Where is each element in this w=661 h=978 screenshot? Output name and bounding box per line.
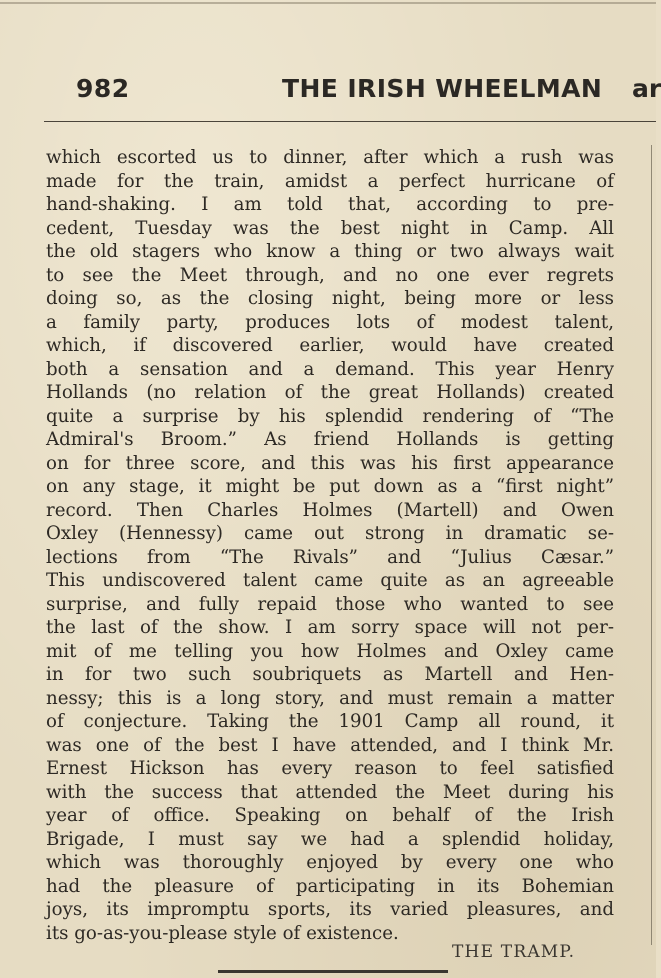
article-line: which was thoroughly enjoyed by every one who: [46, 852, 614, 873]
bottom-rule: [218, 970, 448, 973]
article-line: with the success that attended the Meet during his: [46, 781, 614, 803]
article-line: a family party, produces lots of modest talent,: [46, 311, 614, 333]
article-line: This undiscovered talent came quite as an agreeable: [46, 570, 614, 591]
column-rule: [651, 145, 652, 945]
article-line: which escorted us to dinner, after which a rush was: [46, 147, 614, 168]
article-line: of conjecture. Taking the 1901 Camp all round, it: [46, 711, 614, 732]
article-line: Ernest Hickson has every reason to feel satisfied: [46, 758, 614, 779]
article-line: quite a surprise by his splendid rendering of “The: [46, 405, 614, 427]
article-line: nessy; this is a long story, and must remain a matter: [46, 687, 614, 709]
article-line: in for two such soubriquets as Martell and Hen-: [46, 664, 614, 685]
article-line: surprise, and fully repaid those who wanted to see: [46, 593, 614, 615]
article-line: joys, its impromptu sports, its varied pleasures, and: [46, 899, 614, 920]
article-line: on any stage, it might be put down as a “first night”: [46, 476, 614, 497]
article-line: Hollands (no relation of the great Hollands) created: [46, 382, 614, 403]
article-line: lections from “The Rivals” and “Julius Cæsar.”: [46, 546, 614, 568]
article-line: mit of me telling you how Holmes and Oxley came: [46, 640, 614, 662]
masthead-cut-text: ar: [632, 74, 661, 103]
article-line: cedent, Tuesday was the best night in Camp. All: [46, 217, 614, 239]
page-number: 982: [76, 74, 130, 103]
article-line: Admiral's Broom.” As friend Hollands is getting: [46, 429, 614, 450]
article-body: [46, 146, 614, 945]
article-line: had the pleasure of participating in its Bohemian: [46, 875, 614, 897]
article-line: to see the Meet through, and no one ever regrets: [46, 264, 614, 286]
masthead-title: THE IRISH WHEELMAN: [282, 74, 603, 103]
article-line: hand-shaking. I am told that, according to pre-: [46, 194, 614, 215]
article-line: the last of the show. I am sorry space will not per-: [46, 617, 614, 638]
article-line: Oxley (Hennessy) came out strong in dramatic se-: [46, 523, 614, 544]
article-line: both a sensation and a demand. This year Henry: [46, 358, 614, 380]
header-rule: [44, 121, 656, 122]
top-edge-rule: [0, 2, 656, 4]
article-line: record. Then Charles Holmes (Martell) and Owen: [46, 499, 614, 521]
article-line: year of office. Speaking on behalf of the Irish: [46, 805, 614, 826]
article-line: on for three score, and this was his first appearance: [46, 452, 614, 474]
article-line: made for the train, amidst a perfect hurricane of: [46, 170, 614, 192]
article-line: was one of the best I have attended, and I think Mr.: [46, 734, 614, 756]
article-line: the old stagers who know a thing or two always wait: [46, 241, 614, 262]
article-line: doing so, as the closing night, being more or less: [46, 288, 614, 309]
article-signature: THE TRAMP.: [452, 942, 576, 962]
article-line: which, if discovered earlier, would have created: [46, 335, 614, 356]
article-line: Brigade, I must say we had a splendid holiday,: [46, 828, 614, 850]
article-line: its go-as-you-please style of existence.: [46, 922, 399, 944]
